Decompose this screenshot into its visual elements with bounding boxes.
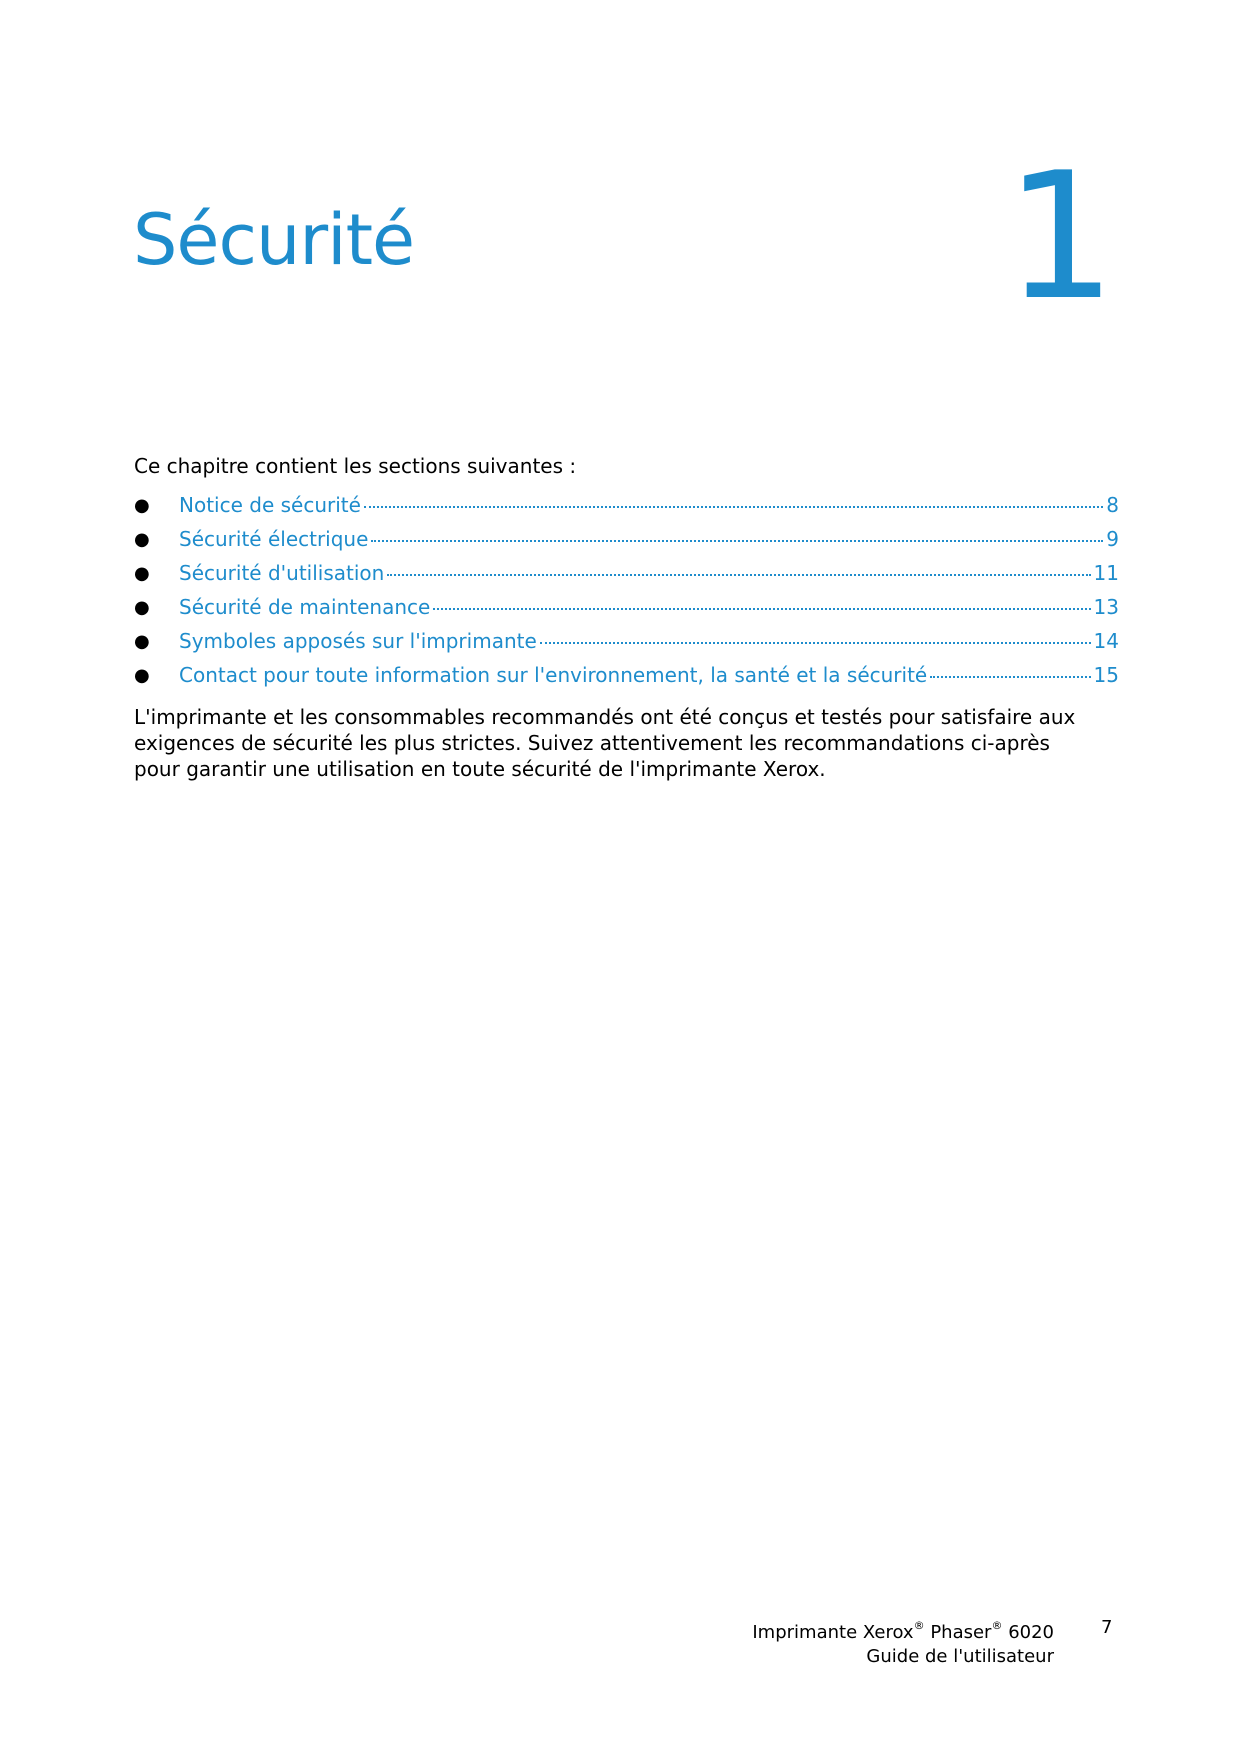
toc-page-number: 11 [1093,561,1119,585]
toc-link-securite-utilisation[interactable] [179,561,1119,585]
body-paragraph: L'imprimante et les consommables recommandés ont été conçus et testés pour satisfaire aux exigences de sécurité les plus strictes. Suivez attentivement les recommandations ci-après pour garantir une utilisation en toute sécurité de l'imprimante Xerox. [134,705,1076,781]
toc-leader [364,506,1103,508]
toc-link-symboles[interactable] [179,629,1119,653]
toc-item [134,488,1119,522]
toc-item [134,624,1119,658]
bullet-icon: ● [134,528,150,550]
chapter-number: 1 [1005,136,1117,339]
bullet-icon: ● [134,494,150,516]
toc-page-number: 15 [1093,663,1119,687]
toc-leader [433,608,1090,610]
bullet-icon: ● [134,664,150,686]
toc-label: Sécurité électrique [179,527,369,551]
footer-product-prefix: Imprimante Xerox [752,1622,914,1643]
registered-mark: ® [913,1619,925,1632]
footer-product-name: Phaser [924,1622,992,1643]
bullet-icon: ● [134,596,150,618]
toc-link-securite-maintenance[interactable] [179,595,1119,619]
toc-label: Sécurité de maintenance [179,595,431,619]
bullet-icon: ● [134,562,150,584]
intro-text: Ce chapitre contient les sections suivantes : [134,454,577,478]
footer [752,1616,1054,1669]
toc-page-number: 9 [1106,527,1119,551]
toc-item [134,658,1119,692]
toc-leader [371,540,1103,542]
toc-item [134,522,1119,556]
chapter-title: Sécurité [133,199,415,281]
toc-page-number: 14 [1093,629,1119,653]
toc-page-number: 8 [1106,493,1119,517]
table-of-contents [134,488,1119,692]
page-number: 7 [1101,1617,1113,1638]
toc-item [134,590,1119,624]
toc-label: Symboles apposés sur l'imprimante [179,629,537,653]
toc-label: Contact pour toute information sur l'environnement, la santé et la sécurité [179,663,928,687]
toc-label: Sécurité d'utilisation [179,561,385,585]
toc-page-number: 13 [1093,595,1119,619]
toc-link-securite-electrique[interactable] [179,527,1119,551]
footer-product-line [752,1616,1054,1645]
toc-leader [387,574,1090,576]
registered-mark: ® [991,1619,1003,1632]
toc-link-notice-securite[interactable] [179,493,1119,517]
toc-leader [930,676,1090,678]
footer-guide-title: Guide de l'utilisateur [866,1646,1054,1667]
footer-product-model: 6020 [1002,1622,1054,1643]
toc-link-contact-environnement[interactable] [179,663,1119,687]
bullet-icon: ● [134,630,150,652]
toc-leader [540,642,1091,644]
toc-label: Notice de sécurité [179,493,361,517]
toc-item [134,556,1119,590]
